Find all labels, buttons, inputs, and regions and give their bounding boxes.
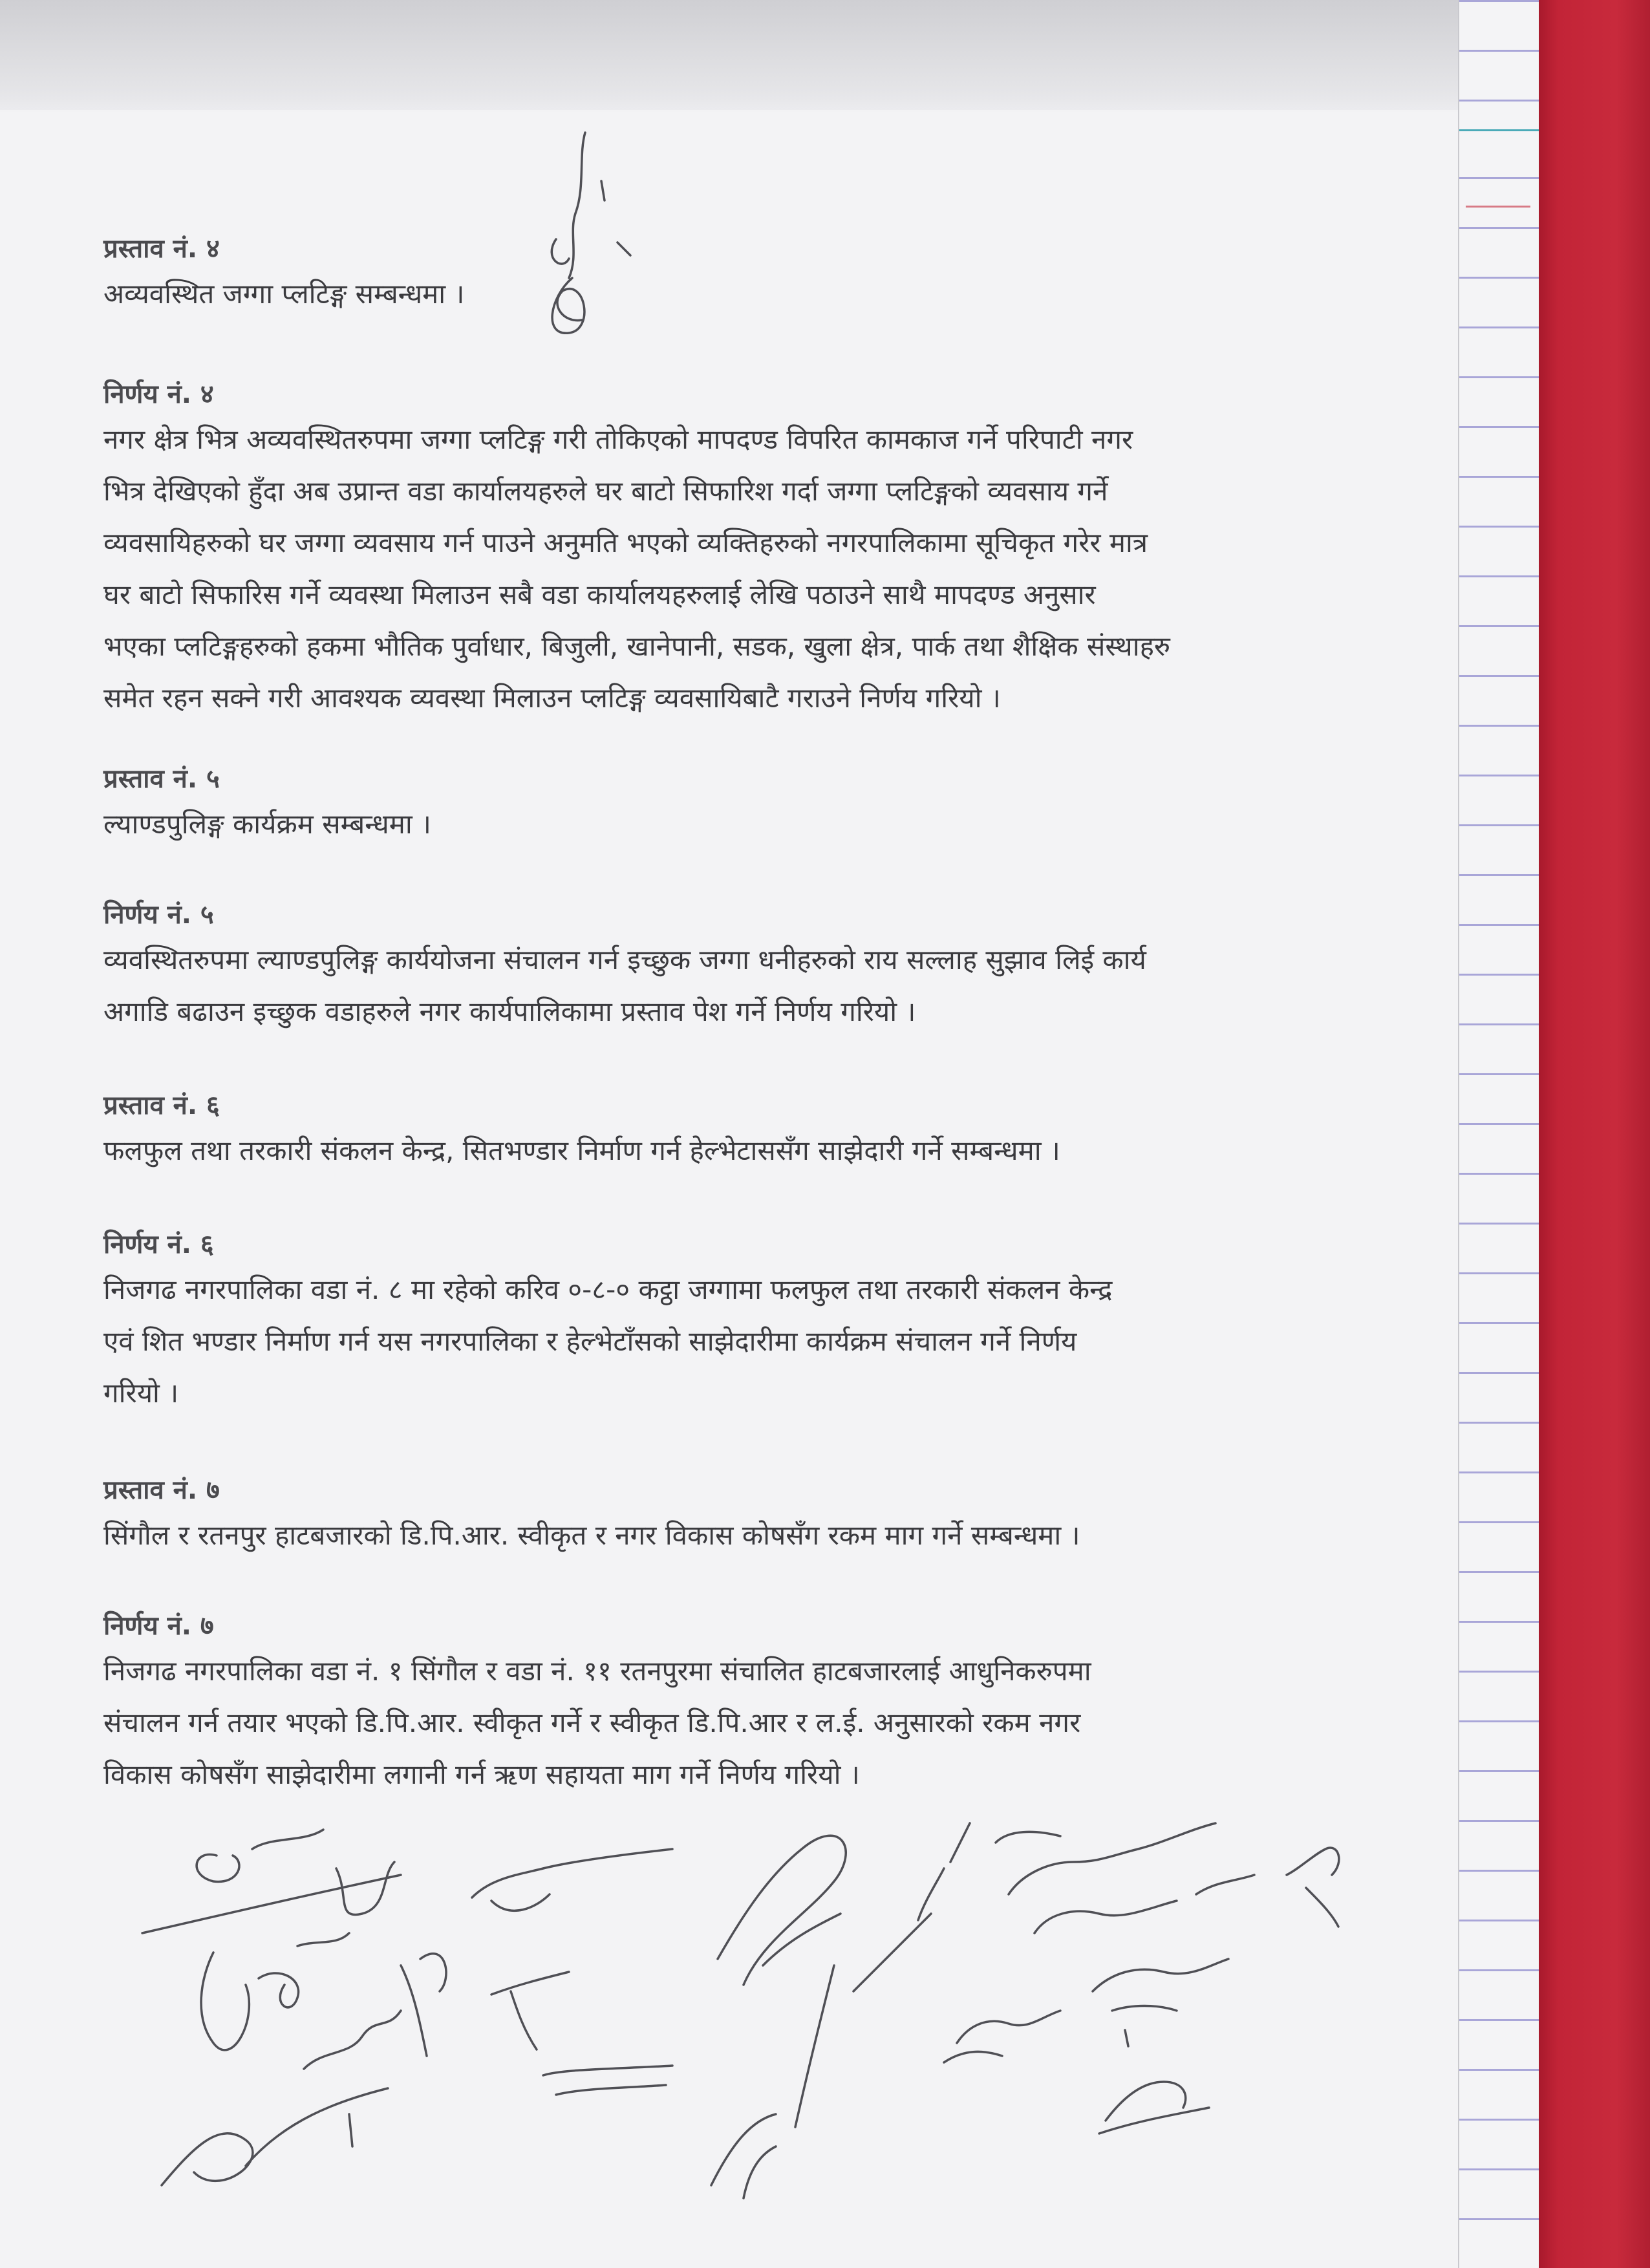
proposal-6 bbox=[103, 1086, 1371, 1177]
decision-6 bbox=[103, 1225, 1371, 1419]
decision-heading: निर्णय नं. ५ bbox=[103, 900, 214, 930]
decision-text-line: गरियो । bbox=[103, 1377, 179, 1409]
decision-text-line: संचालन गर्न तयार भएको डि.पि.आर. स्वीकृत गर्ने र स्वीकृत डि.पि.आर र ल.ई. अनुसारको रकम नगर bbox=[103, 1707, 1081, 1738]
decision-heading: निर्णय नं. ६ bbox=[103, 1230, 214, 1259]
ruled-page-red-mark bbox=[1466, 206, 1530, 208]
decision-heading: निर्णय नं. ७ bbox=[103, 1611, 214, 1641]
decision-7 bbox=[103, 1607, 1371, 1801]
proposal-text-line: अव्यवस्थित जग्गा प्लटिङ्ग सम्बन्धमा । bbox=[103, 278, 465, 310]
decision-heading: निर्णय नं. ४ bbox=[103, 380, 214, 409]
proposal-heading: प्रस्ताव नं. ७ bbox=[103, 1475, 220, 1505]
decision-4 bbox=[103, 375, 1371, 724]
decision-text-line: निजगढ नगरपालिका वडा नं. ८ मा रहेको करिव ०-८-० कट्ठा जग्गामा फलफुल तथा तरकारी संकलन केन्द्र bbox=[103, 1274, 1113, 1305]
proposal-text-line: फलफुल तथा तरकारी संकलन केन्द्र, सितभण्डार निर्माण गर्न हेल्भेटाससँग साझेदारी गर्ने सम्बन्धमा । bbox=[103, 1135, 1060, 1166]
proposal-4 bbox=[103, 230, 1371, 320]
decision-text-line: अगाडि बढाउन इच्छुक वडाहरुले नगर कार्यपालिकामा प्रस्ताव पेश गर्ने निर्णय गरियो । bbox=[103, 996, 916, 1027]
proposal-7 bbox=[103, 1471, 1371, 1561]
proposal-text-line: ल्याण्डपुलिङ्ग कार्यक्रम सम्बन्धमा । bbox=[103, 808, 431, 840]
ruled-page-margin-mark bbox=[1459, 129, 1540, 131]
decision-5 bbox=[103, 895, 1371, 1038]
decision-text-line: व्यवसायिहरुको घर जग्गा व्यवसाय गर्न पाउने अनुमति भएको व्यक्तिहरुको नगरपालिकामा सूचिकृत गरेर मात्र bbox=[103, 527, 1148, 559]
decision-text-line: एवं शित भण्डार निर्माण गर्न यस नगरपालिका र हेल्भेटाँसको साझेदारीमा कार्यक्रम संचालन गर्ने निर्णय bbox=[103, 1325, 1077, 1357]
proposal-5 bbox=[103, 760, 1371, 850]
decision-text-line: भएका प्लटिङ्गहरुको हकमा भौतिक पुर्वाधार, बिजुली, खानेपानी, सडक, खुला क्षेत्र, पार्क तथा शैक्षिक संस्थाहरु bbox=[103, 630, 1171, 662]
adjacent-ruled-page bbox=[1458, 0, 1540, 2268]
decision-text-line: निजगढ नगरपालिका वडा नं. १ सिंगौल र वडा नं. ११ रतनपुरमा संचालित हाटबजारलाई आधुनिकरुपमा bbox=[103, 1655, 1091, 1687]
decision-text-line: नगर क्षेत्र भित्र अव्यवस्थितरुपमा जग्गा प्लटिङ्ग गरी तोकिएको मापदण्ड विपरित कामकाज गर्ने परिपाटी नगर bbox=[103, 423, 1133, 455]
proposal-heading: प्रस्ताव नं. ५ bbox=[103, 764, 220, 794]
top-shadow bbox=[0, 0, 1539, 113]
proposal-heading: प्रस्ताव नं. ४ bbox=[103, 234, 220, 264]
decision-text-line: घर बाटो सिफारिस गर्ने व्यवस्था मिलाउन सबै वडा कार्यालयहरुलाई लेखि पठाउने साथै मापदण्ड अनुसार bbox=[103, 579, 1096, 610]
decision-text-line: व्यवस्थितरुपमा ल्याण्डपुलिङ्ग कार्ययोजना संचालन गर्न इच्छुक जग्गा धनीहरुको राय सल्लाह सुझाव लिई कार्य bbox=[103, 944, 1146, 976]
proposal-text-line: सिंगौल र रतनपुर हाटबजारको डि.पि.आर. स्वीकृत र नगर विकास कोषसँग रकम माग गर्ने सम्बन्धमा । bbox=[103, 1519, 1080, 1551]
decision-text-line: समेत रहन सक्ने गरी आवश्यक व्यवस्था मिलाउन प्लटिङ्ग व्यवसायिबाटै गराउने निर्णय गरियो । bbox=[103, 682, 1001, 714]
decision-text-line: विकास कोषसँग साझेदारीमा लगानी गर्न ऋण सहायता माग गर्ने निर्णय गरियो । bbox=[103, 1759, 860, 1790]
red-book-binding bbox=[1539, 0, 1650, 2268]
decision-text-line: भित्र देखिएको हुँदा अब उप्रान्त वडा कार्यालयहरुले घर बाटो सिफारिश गर्दा जग्गा प्लटिङ्गको व्यवसाय गर्ने bbox=[103, 475, 1108, 507]
proposal-heading: प्रस्ताव नं. ६ bbox=[103, 1091, 220, 1120]
